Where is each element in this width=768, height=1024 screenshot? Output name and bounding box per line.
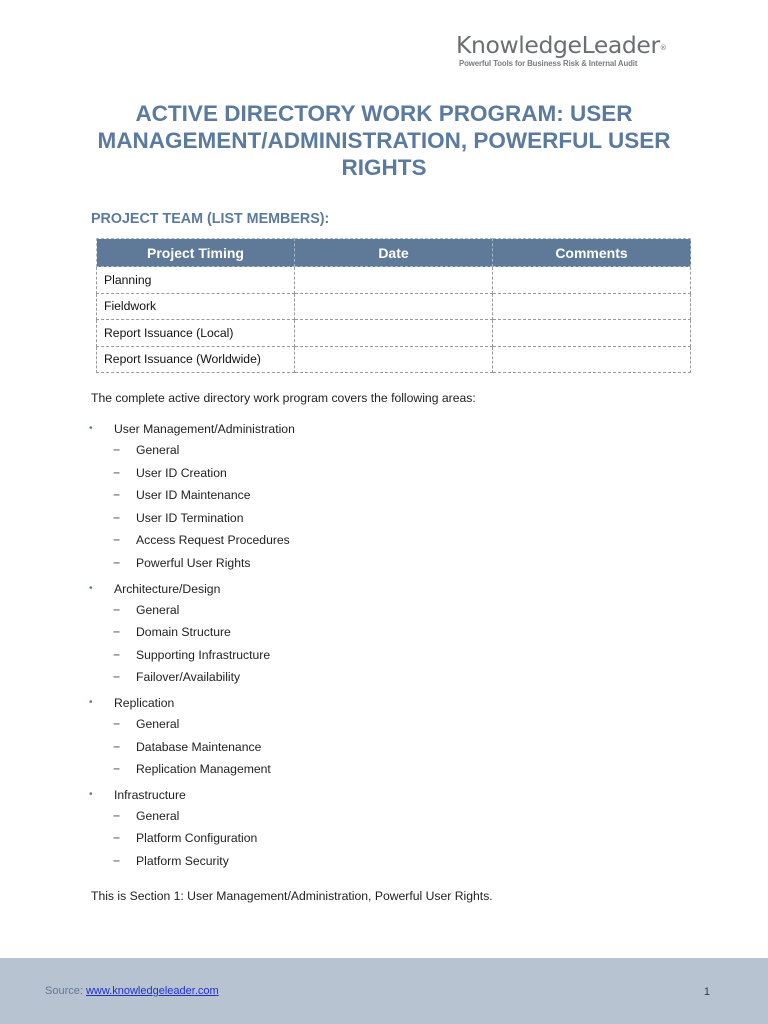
table-row	[97, 267, 691, 294]
page-number: 1	[703, 986, 710, 998]
registered-mark: ®	[659, 44, 667, 52]
intro-paragraph: The complete active directory work program covers the following areas:	[91, 391, 476, 405]
dash-icon: −	[113, 831, 121, 846]
bullet-icon: •	[89, 788, 93, 800]
sub-item: − General	[113, 716, 180, 731]
areas-list	[89, 417, 689, 875]
logo-tagline: Powerful Tools for Business Risk & Internal Audit	[459, 59, 638, 68]
dash-icon: −	[113, 443, 121, 457]
dash-icon: −	[113, 670, 121, 685]
dash-icon: −	[113, 716, 121, 731]
project-team-heading: PROJECT TEAM (LIST MEMBERS):	[91, 211, 330, 227]
dash-icon: −	[113, 739, 121, 754]
page-footer	[0, 958, 768, 1024]
comments-cell	[493, 267, 691, 294]
footer-source	[45, 985, 219, 997]
sub-item: − Domain Structure	[113, 625, 231, 640]
bullet-icon: •	[89, 423, 93, 434]
sub-item: − General	[113, 808, 180, 823]
table-row	[97, 346, 691, 373]
area-item: • Architecture/Design	[89, 581, 221, 596]
timing-cell: Report Issuance (Local)	[97, 320, 295, 347]
timing-cell: Planning	[97, 267, 295, 294]
sub-item: − User ID Creation	[113, 465, 227, 480]
date-cell	[295, 267, 493, 294]
sub-item: − Replication Management	[113, 762, 271, 777]
sub-item: − Platform Configuration	[113, 831, 258, 846]
bullet-icon: •	[89, 696, 93, 708]
knowledgeleader-logo	[456, 30, 676, 68]
sub-item: − Database Maintenance	[113, 739, 262, 754]
closing-paragraph: This is Section 1: User Management/Administration, Powerful User Rights.	[91, 889, 493, 903]
dash-icon: −	[113, 853, 121, 868]
timing-cell: Report Issuance (Worldwide)	[97, 346, 295, 373]
sub-item: − Powerful User Rights	[113, 555, 251, 570]
dash-icon: −	[113, 808, 121, 823]
table-row	[97, 320, 691, 347]
sub-item: − Supporting Infrastructure	[113, 647, 271, 662]
timing-cell: Fieldwork	[97, 293, 295, 320]
date-cell	[295, 320, 493, 347]
column-header-project-timing: Project Timing	[97, 239, 295, 267]
bullet-icon: •	[89, 582, 93, 594]
area-item: • Infrastructure	[89, 787, 186, 802]
dash-icon: −	[113, 647, 121, 662]
document-title: ACTIVE DIRECTORY WORK PROGRAM: USER MANAGEMENT/ADMINISTRATION, POWERFUL USER RIGHTS	[97, 101, 671, 180]
dash-icon: −	[113, 762, 121, 777]
dash-icon: −	[113, 510, 121, 525]
comments-cell	[493, 320, 691, 347]
column-header-date: Date	[295, 239, 493, 267]
sub-item: − Platform Security	[113, 853, 229, 868]
sub-item: − User ID Termination	[113, 510, 244, 525]
logo-wordmark: KnowledgeLeader®	[456, 31, 667, 59]
column-header-comments: Comments	[493, 239, 691, 267]
dash-icon: −	[113, 533, 121, 548]
source-link[interactable]: www.knowledgeleader.com	[85, 985, 219, 997]
sub-item: − Access Request Procedures	[113, 533, 290, 548]
sub-item: − General	[113, 602, 180, 617]
dash-icon: −	[113, 625, 121, 640]
table-header-row	[97, 239, 691, 267]
dash-icon: −	[113, 602, 121, 617]
area-item: • User Management/Administration	[89, 422, 295, 436]
project-timing-table	[96, 238, 691, 373]
source-label: Source:	[45, 985, 86, 997]
sub-item: − Failover/Availability	[113, 670, 241, 685]
dash-icon: −	[113, 465, 121, 480]
date-cell	[295, 293, 493, 320]
sub-item: − User ID Maintenance	[113, 488, 251, 503]
dash-icon: −	[113, 555, 121, 570]
date-cell	[295, 346, 493, 373]
dash-icon: −	[113, 488, 121, 503]
comments-cell	[493, 346, 691, 373]
table-row	[97, 293, 691, 320]
sub-item: − General	[113, 443, 180, 457]
comments-cell	[493, 293, 691, 320]
area-item: • Replication	[89, 695, 175, 710]
